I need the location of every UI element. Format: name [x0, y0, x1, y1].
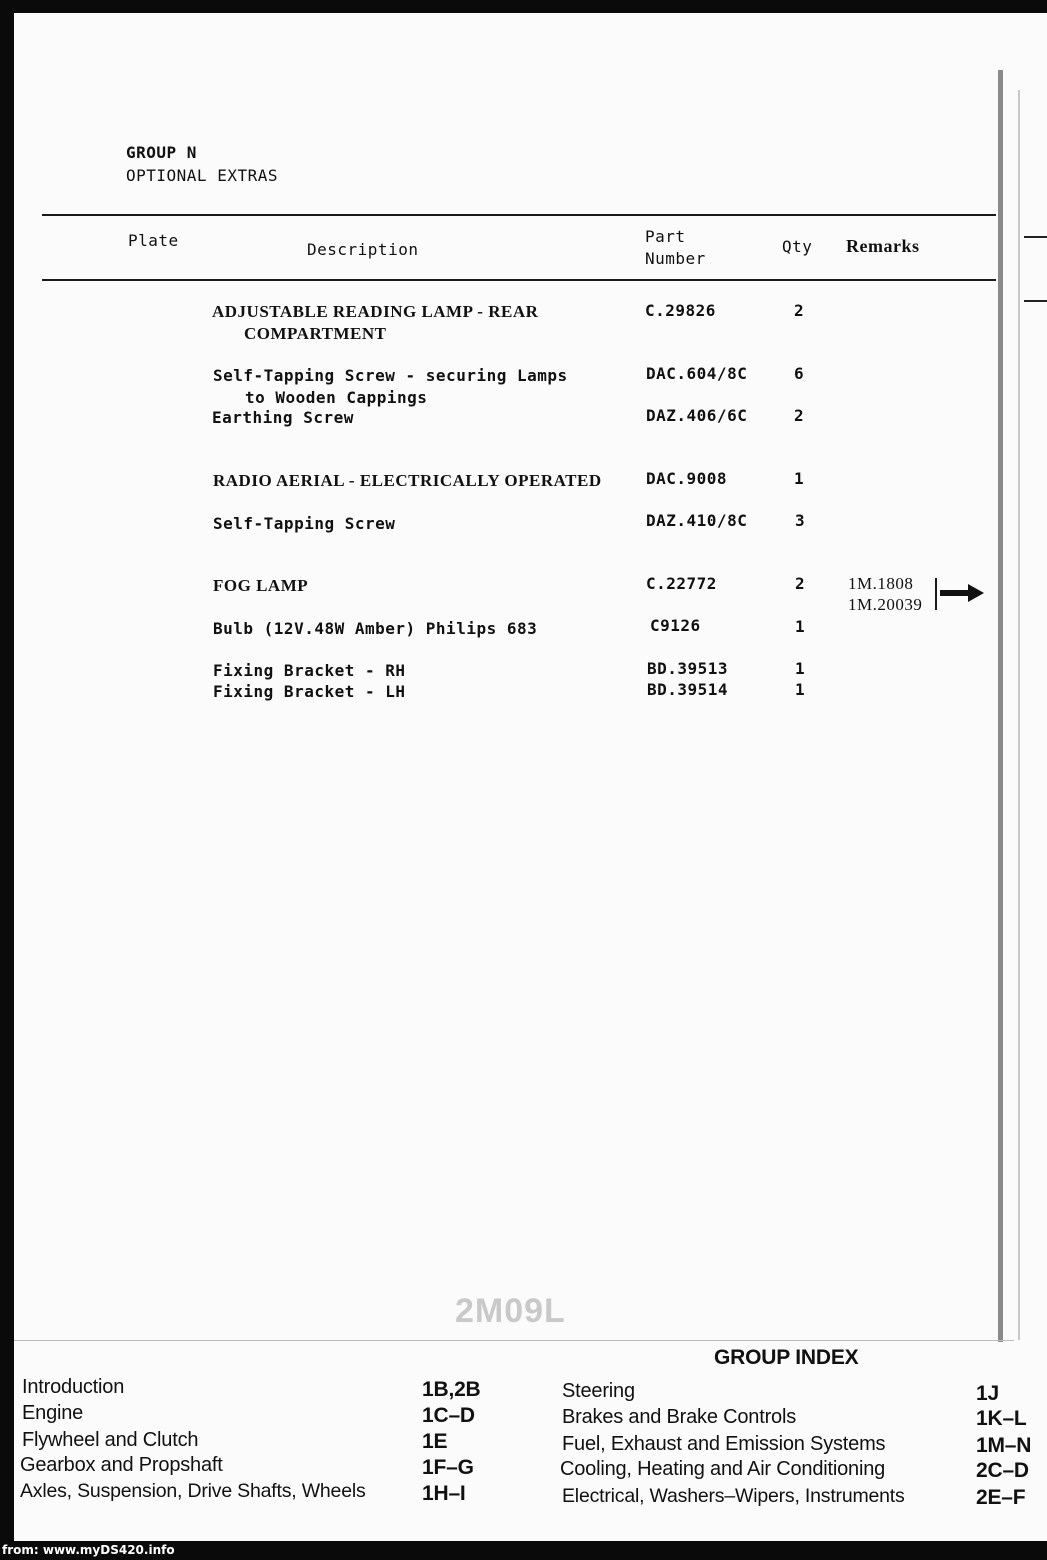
page-margin-rule	[998, 70, 1003, 1342]
description: FOG LAMP	[213, 576, 309, 595]
edge-tick	[1024, 300, 1047, 302]
quantity: 1	[795, 659, 806, 678]
index-item[interactable]: Cooling, Heating and Air Conditioning	[560, 1458, 886, 1480]
quantity: 6	[794, 364, 805, 383]
edge-tick	[1024, 236, 1047, 238]
scan-border-left	[0, 0, 14, 1560]
part-number: BD.39514	[647, 680, 729, 699]
group-index-title: GROUP INDEX	[714, 1346, 859, 1369]
index-code: 1M–N	[976, 1434, 1032, 1457]
part-number: DAC.9008	[646, 469, 728, 488]
index-item[interactable]: Electrical, Washers–Wipers, Instruments	[562, 1485, 905, 1507]
part-number: C9126	[650, 616, 701, 635]
column-header-remarks: Remarks	[846, 236, 920, 256]
index-code: 1K–L	[976, 1407, 1027, 1430]
table-header-rule	[42, 279, 996, 281]
index-item[interactable]: Introduction	[22, 1376, 125, 1398]
column-header-plate: Plate	[128, 231, 179, 250]
quantity: 2	[794, 406, 805, 425]
description: Earthing Screw	[212, 408, 354, 427]
description: ADJUSTABLE READING LAMP - REAR	[212, 302, 539, 321]
part-number: DAZ.410/8C	[646, 511, 748, 530]
part-number: C.22772	[646, 574, 717, 593]
part-number: C.29826	[645, 301, 716, 320]
group-subtitle: OPTIONAL EXTRAS	[126, 166, 278, 185]
description-continued: COMPARTMENT	[244, 324, 387, 343]
column-header-number: Number	[645, 249, 706, 268]
index-code: 1J	[976, 1382, 999, 1405]
index-item[interactable]: Steering	[562, 1380, 635, 1402]
quantity: 3	[795, 511, 806, 530]
index-item[interactable]: Fuel, Exhaust and Emission Systems	[562, 1433, 886, 1455]
column-header-part: Part	[645, 227, 686, 246]
index-code: 1C–D	[422, 1404, 475, 1427]
description: Bulb (12V.48W Amber) Philips 683	[213, 619, 538, 638]
page-margin-rule-secondary	[1018, 90, 1020, 1340]
quantity: 1	[795, 617, 806, 636]
description-continued: to Wooden Cappings	[245, 388, 428, 407]
index-code: 2E–F	[976, 1486, 1026, 1509]
index-divider	[14, 1340, 1014, 1341]
quantity: 1	[795, 680, 806, 699]
quantity: 2	[795, 574, 806, 593]
remark-bracket	[935, 578, 937, 610]
index-item[interactable]: Flywheel and Clutch	[22, 1429, 199, 1451]
quantity: 2	[794, 301, 805, 320]
index-code: 1H–I	[422, 1482, 466, 1505]
index-code: 2C–D	[976, 1459, 1029, 1482]
table-top-rule	[42, 214, 996, 216]
index-item[interactable]: Axles, Suspension, Drive Shafts, Wheels	[20, 1480, 366, 1502]
quantity: 1	[794, 469, 805, 488]
scan-border-top	[0, 0, 1047, 13]
description: RADIO AERIAL - ELECTRICALLY OPERATED	[213, 471, 602, 490]
remark-from: 1M.1808	[848, 574, 914, 593]
column-header-description: Description	[307, 240, 419, 259]
right-arrow-icon	[940, 583, 984, 603]
part-number: BD.39513	[647, 659, 729, 678]
part-number: DAC.604/8C	[646, 364, 748, 383]
part-number: DAZ.406/6C	[646, 406, 748, 425]
index-item[interactable]: Gearbox and Propshaft	[20, 1454, 223, 1476]
index-item[interactable]: Engine	[22, 1402, 84, 1424]
description: Self-Tapping Screw	[213, 514, 396, 533]
description: Fixing Bracket - LH	[213, 682, 406, 701]
group-title: GROUP N	[126, 143, 197, 162]
column-header-qty: Qty	[782, 237, 813, 256]
description: Self-Tapping Screw - securing Lamps	[213, 366, 568, 385]
index-item[interactable]: Brakes and Brake Controls	[562, 1406, 797, 1428]
remark-to: 1M.20039	[848, 595, 923, 614]
description: Fixing Bracket - RH	[213, 661, 406, 680]
index-code: 1B,2B	[422, 1378, 481, 1401]
source-footer: from: www.myDS420.info	[2, 1543, 175, 1557]
handwritten-mark: 2M09L	[455, 1292, 566, 1330]
index-code: 1E	[422, 1430, 448, 1453]
index-code: 1F–G	[422, 1456, 474, 1479]
